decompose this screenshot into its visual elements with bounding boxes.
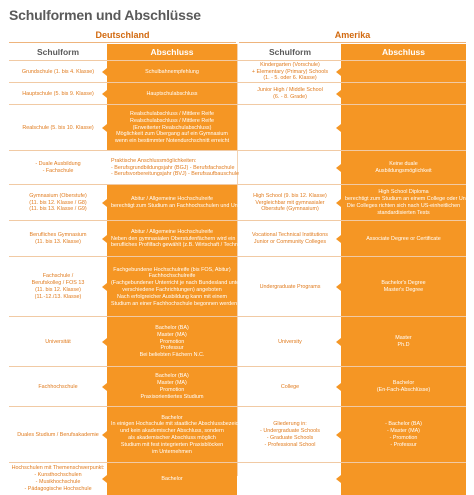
us-school-cell [239,257,341,317]
cell-line: Fachschule / [42,273,74,280]
arrow-notch-icon [102,283,107,291]
de-degree-cell [107,317,237,367]
cell-line: Bachelor (BA) [155,373,189,380]
arrow-notch-icon [336,164,341,172]
cell-line: berufliches Profilfach gewählt (z.B. Wirtschaft / Technik) [111,242,244,249]
cell-line: - Fachschule [42,168,74,174]
cell-line: - Bachelor (BA) [385,421,422,428]
cell-line: Bachelor [161,475,183,482]
de-school-cell [9,105,107,151]
de-school-cell [9,83,107,105]
us-school-cell [239,83,341,105]
cell-line: (Erweiterter Realschulabschluss) [132,124,212,131]
arrow-notch-icon [336,235,341,243]
cell-line: Abitur / Allgemeine Hochschulreife [130,196,214,203]
header-de-degree: Abschluss [107,44,237,60]
cell-line: Berufskolleg / FOS 13 [31,280,85,287]
cell-line: Nach erfolgreicher Ausbildung kann mit einem [117,293,227,300]
cell-line: Master (MA) [157,380,187,387]
cell-line: - Promotion [389,435,418,441]
cell-line: verschiedene Fachrichtungen) angeboten [122,287,222,293]
cell-line: Master's Degree [383,287,424,293]
cell-line: Oberstufe (Gymnasium) [261,206,319,213]
cell-line: - Master (MA) [387,428,420,435]
arrow-notch-icon [336,283,341,291]
de-degree-cell [107,83,237,105]
cell-line: Gliederung in: [273,421,307,428]
de-degree-cell [107,367,237,407]
table-header-row [9,44,466,60]
cell-line: Hauptschule (5. bis 9. Klasse) [22,90,94,97]
cell-line: Fachgebundene Hochschulreife (bis FOS, Abitur) [113,266,231,273]
de-degree-cell [107,407,254,463]
cell-line: College [280,383,300,390]
cell-line: Kindergarten (Vorschule) [260,61,320,68]
arrow-notch-icon [102,90,107,98]
cell-line: Schulbahnempfehlung [145,68,199,75]
cell-line: Bachelor (BA) [155,325,189,331]
cell-line: Vergleichbar mit gymnasialer [255,199,325,206]
cell-line: Möglichkeit zum Übergang auf ein Gymnasium [116,131,228,138]
us-degree-cell [341,61,466,83]
us-school-cell [239,367,341,407]
cell-line: Grundschule (1. bis 4. Klasse) [21,68,95,75]
de-degree-cell [107,61,237,83]
arrow-notch-icon [336,68,341,76]
cell-line: Bachelor [161,414,183,421]
cell-line: Promotion [159,338,185,345]
cell-line: berechtigt zum Studium an einem College oder Uni [345,196,467,203]
de-school-cell [9,221,107,257]
cell-line: im Unternehmen [152,448,192,455]
cell-line: berechtigt zum Studium an Fachhochschulen und Unis [111,203,242,209]
cell-line: In einigen Hochschule mit staatliche Abschlussbezeichnung [111,421,254,428]
cell-line: Bachelor's Degree [381,280,426,287]
arrow-notch-icon [102,431,107,439]
de-school-cell [9,151,107,185]
arrow-notch-icon [336,90,341,98]
cell-line: Gymnasium (Oberstufe) [29,192,87,199]
table-row [9,316,466,367]
cell-line: standardisierten Tests [377,209,430,216]
cell-line: Junior or Community Colleges [253,239,327,245]
table-row [9,184,466,221]
cell-line: Vocational Technical Institutions [251,232,328,239]
cell-line: (11. bis 12. Klasse) [35,287,81,293]
cell-line: Promotion [159,387,185,393]
de-degree-cell [107,257,242,317]
table-row [9,462,466,495]
cell-line: Duales Studium / Berufsakademie [17,431,99,438]
us-school-cell [239,317,341,367]
cell-line: + Elementary (Primary) Schools [251,68,329,75]
de-school-cell [9,257,107,317]
table-row [9,104,466,151]
cell-line: wenn ein bestimmter Notendurchschnitt erreicht [114,138,230,145]
cell-line: University [278,338,302,345]
cell-line: Hochschulen mit Themenschwerpunkt: [11,465,105,472]
cell-line: Undergraduate Programs [259,283,321,290]
cell-line: Realschule (5. bis 10. Klasse) [22,124,94,131]
table-row [9,406,466,463]
cell-line: Studium mit fest integrierten Praxisblöcken [120,441,224,448]
us-degree-cell [341,257,466,317]
cell-line: Associate Degree or Certificate [366,235,441,242]
page-title: Schulformen und Abschlüsse [9,7,201,23]
cell-line: Praxisorientiertes Studium [140,393,204,400]
cell-line: Junior High / Middle School [257,87,323,94]
us-school-cell [239,407,341,463]
arrow-notch-icon [336,431,341,439]
arrow-notch-icon [102,383,107,391]
cell-line: Ausbildungsmöglichkeit [375,168,432,174]
cell-line: (11. bis 13. Klasse / G9) [29,206,87,213]
arrow-notch-icon [102,475,107,483]
cell-line: als akademischer Abschluss möglich [128,435,216,441]
cell-line: - Musikhochschule [35,479,81,485]
us-degree-cell [341,151,466,185]
us-school-cell [239,61,341,83]
cell-line: (Fachgebundener Unterricht je nach Bundesland unter [111,280,242,287]
cell-line: (11.-12./13. Klasse) [34,293,82,300]
cell-line: Fachhochschule [38,383,78,390]
de-school-cell [9,463,107,495]
cell-line: (11. bis 12. Klasse / G8) [29,199,87,206]
us-school-cell [239,185,341,221]
us-degree-cell [341,221,466,257]
cell-line: Neben den gymnasialen Oberstufenfächern wird ein [111,235,236,242]
us-degree-cell [341,407,466,463]
us-degree-cell [341,83,466,105]
cell-line: (1. - 5. oder 6. Klasse) [263,75,317,82]
cell-line: - Graduate Schools [266,435,314,441]
table-row [9,366,466,407]
cell-line: Realschulabschluss / Mittlere Reife [130,111,214,117]
cell-line: Master [395,335,412,342]
us-school-cell [239,463,341,495]
cell-line: Studium an einer Fachhochschule begonnen werden [111,300,238,307]
country-germany: Deutschland [9,28,236,43]
us-school-cell [239,105,341,151]
cell-line: Die Colleges richten sich nach US-einheitlichen [346,203,461,209]
country-america: Amerika [239,28,466,43]
cell-line: - Professional School [264,441,316,448]
de-degree-cell [107,151,237,185]
de-school-cell [9,185,107,221]
header-de-school: Schulform [36,46,80,57]
cell-line: Universität [45,338,71,345]
de-school-cell [9,317,107,367]
de-school-cell [9,367,107,407]
cell-line: High School (9. bis 12. Klasse) [253,192,327,199]
table-row [9,82,466,105]
us-degree-cell [341,185,466,221]
us-degree-cell [341,367,466,407]
arrow-notch-icon [102,199,107,207]
us-degree-cell [341,105,466,151]
table-row [9,220,466,257]
arrow-notch-icon [336,338,341,346]
us-school-cell [239,151,341,185]
table-row [9,150,466,185]
arrow-notch-icon [336,475,341,483]
cell-line: (En-Fach-Abschlüsse) [376,387,431,393]
cell-line: - Pädagogische Hochschule [24,485,92,492]
us-degree-cell [341,463,466,495]
cell-line: - Professur [390,441,417,448]
cell-line: (6. - 8. Grade) [273,94,307,100]
cell-line: - Berufsvorbereitungsjahr (BVJ) - Berufsaufbauschule [111,171,239,178]
cell-line: - Undergraduate Schools [260,428,320,435]
cell-line: Realschulabschluss / Mittlere Reife [130,117,214,124]
cell-line: Bachelor [392,380,415,387]
cell-line: Fachhochschulreife [148,273,196,280]
table-row [9,60,466,83]
cell-line: Praktische Anschlussmöglichkeiten: [111,157,197,164]
de-degree-cell [107,221,244,257]
cell-line: Hauptschulabschluss [146,90,198,97]
arrow-notch-icon [102,338,107,346]
table-row [9,256,466,317]
us-degree-cell [341,317,466,367]
cell-line: - Kunsthochschulen [34,472,82,479]
de-school-cell [9,407,107,463]
cell-line: Berufliches Gymnasium [29,232,87,239]
arrow-notch-icon [336,383,341,391]
de-degree-cell [107,463,237,495]
us-school-cell [239,221,341,257]
cell-line: Keine duale [389,161,418,168]
de-degree-cell [107,185,242,221]
cell-line: und kein akademischer Abschluss, sondern [120,428,224,435]
arrow-notch-icon [102,124,107,132]
cell-line: Bei beliebten Fächern N.C. [139,352,205,359]
cell-line: - Berufsgrundbildungsjahr (BGJ) - Berufsfachschule [111,164,235,171]
arrow-notch-icon [102,68,107,76]
arrow-notch-icon [336,199,341,207]
de-school-cell [9,61,107,83]
arrow-notch-icon [102,235,107,243]
cell-line: Ph.D [397,342,410,348]
cell-line: - Duale Ausbildung [35,161,81,168]
cell-line: (11. bis 13. Klasse) [35,239,81,245]
cell-line: High School Diploma [378,189,429,196]
header-us-school: Schulform [268,46,312,57]
cell-line: Master (MA) [157,331,187,338]
country-header-row [9,28,466,42]
arrow-notch-icon [336,124,341,132]
header-us-degree: Abschluss [341,44,466,60]
cell-line: Abitur / Allgemeine Hochschulreife [130,228,214,235]
de-degree-cell [107,105,237,151]
cell-line: Professur [160,345,184,352]
